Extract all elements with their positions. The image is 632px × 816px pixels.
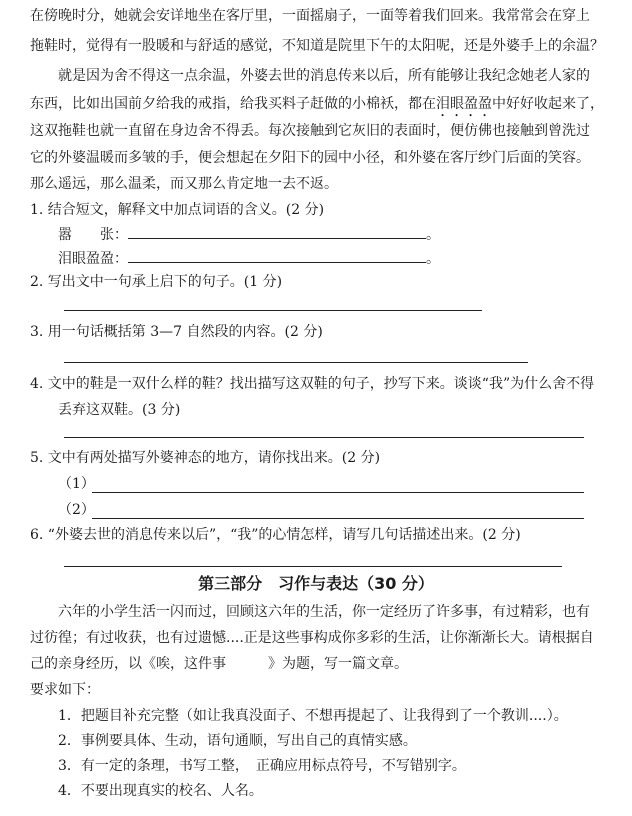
- passage-text: 东西，比如出国前夕给我的戒指，给我买料子赶做的小棉袄，都在: [30, 96, 436, 112]
- passage-line: 那么遥远，那么温柔，而又那么肯定地一去不返。: [30, 176, 338, 192]
- q1-item-a: [58, 224, 440, 245]
- writing-intro-line: 己的亲身经历，以《唉，这件事 》为题，写一篇文章。: [30, 656, 408, 672]
- end-mark: 。: [426, 251, 440, 267]
- passage-line: [30, 94, 604, 120]
- requirement-item: 2．事例要具体、生动，语句通顺，写出自己的真情实感。: [58, 733, 417, 749]
- section-title: 第三部分 习作与表达（30 分）: [198, 574, 434, 593]
- requirement-item: 3．有一定的条理，书写工整， 正确应用标点符号，不写错别字。: [58, 758, 466, 774]
- passage-text: 中好好收起来了，: [492, 96, 604, 112]
- q5-item-2-label: （2）: [58, 502, 95, 518]
- question-5: 5. 文中有两处描写外婆神态的地方，请你找出来。(2 分): [30, 450, 381, 466]
- answer-line[interactable]: [64, 566, 562, 567]
- passage-line: 就是因为舍不得这一点余温，外婆去世的消息传来以后，所有能够让我纪念她老人家的: [58, 68, 590, 84]
- question-1: 1. 结合短文，解释文中加点词语的含义。(2 分): [30, 202, 325, 218]
- question-4: 4. 文中的鞋是一双什么样的鞋？找出描写这双鞋的句子，抄写下来。谈谈“我”为什么舍不得: [30, 376, 595, 392]
- passage-line: 这双拖鞋也就一直留在身边舍不得丢。每次接触到它灰旧的表面时，便仿佛也接触到曾洗过: [30, 123, 590, 139]
- q5-item-1-label: （1）: [58, 476, 95, 492]
- q1-item-a-label: 嚣 张：: [58, 227, 128, 243]
- answer-line[interactable]: [64, 362, 528, 363]
- requirements-heading: 要求如下：: [30, 682, 100, 698]
- question-3: 3. 用一句话概括第 3—7 自然段的内容。(2 分): [30, 324, 323, 340]
- passage-line: 拖鞋时，觉得有一股暖和与舒适的感觉，不知道是院里下午的太阳呢，还是外婆手上的余温？: [30, 38, 604, 54]
- answer-blank[interactable]: [128, 248, 426, 263]
- end-mark: 。: [426, 227, 440, 243]
- answer-line[interactable]: [64, 437, 584, 438]
- q1-item-b-label: 泪眼盈盈：: [58, 251, 128, 267]
- requirement-item: 1．把题目补充完整（如让我真没面子、不想再提起了、让我得到了一个教训....）。: [58, 708, 568, 724]
- answer-line[interactable]: [64, 310, 482, 311]
- q1-item-b: [58, 248, 440, 269]
- requirement-item: 4．不要出现真实的校名、人名。: [58, 783, 263, 799]
- passage-line: 在傍晚时分，她就会安详地坐在客厅里，一面摇扇子，一面等着我们回来。我常常会在穿上: [30, 8, 590, 24]
- question-6: 6. “外婆去世的消息传来以后”，“我”的心情怎样，请写几句话描述出来。(2 分): [30, 527, 521, 543]
- answer-line[interactable]: [92, 518, 584, 519]
- writing-intro-line: 过彷徨；有过收获，也有过遗憾....正是这些事构成你多彩的生活，让你渐渐长大。请根据自: [30, 630, 594, 646]
- answer-blank[interactable]: [128, 224, 426, 239]
- writing-intro-line: 六年的小学生活一闪而过，回顾这六年的生活，你一定经历了许多事，有过精彩，也有: [58, 604, 590, 620]
- question-4-cont: 丢弃这双鞋。(3 分): [58, 402, 181, 418]
- question-2: 2. 写出文中一句承上启下的句子。(1 分): [30, 274, 283, 290]
- passage-line: 它的外婆温暖而多皱的手，便会想起在夕阳下的园中小径，和外婆在客厅纱门后面的笑容。: [30, 150, 590, 166]
- answer-line[interactable]: [92, 492, 584, 493]
- emphasized-word: 泪眼盈盈: [436, 96, 492, 112]
